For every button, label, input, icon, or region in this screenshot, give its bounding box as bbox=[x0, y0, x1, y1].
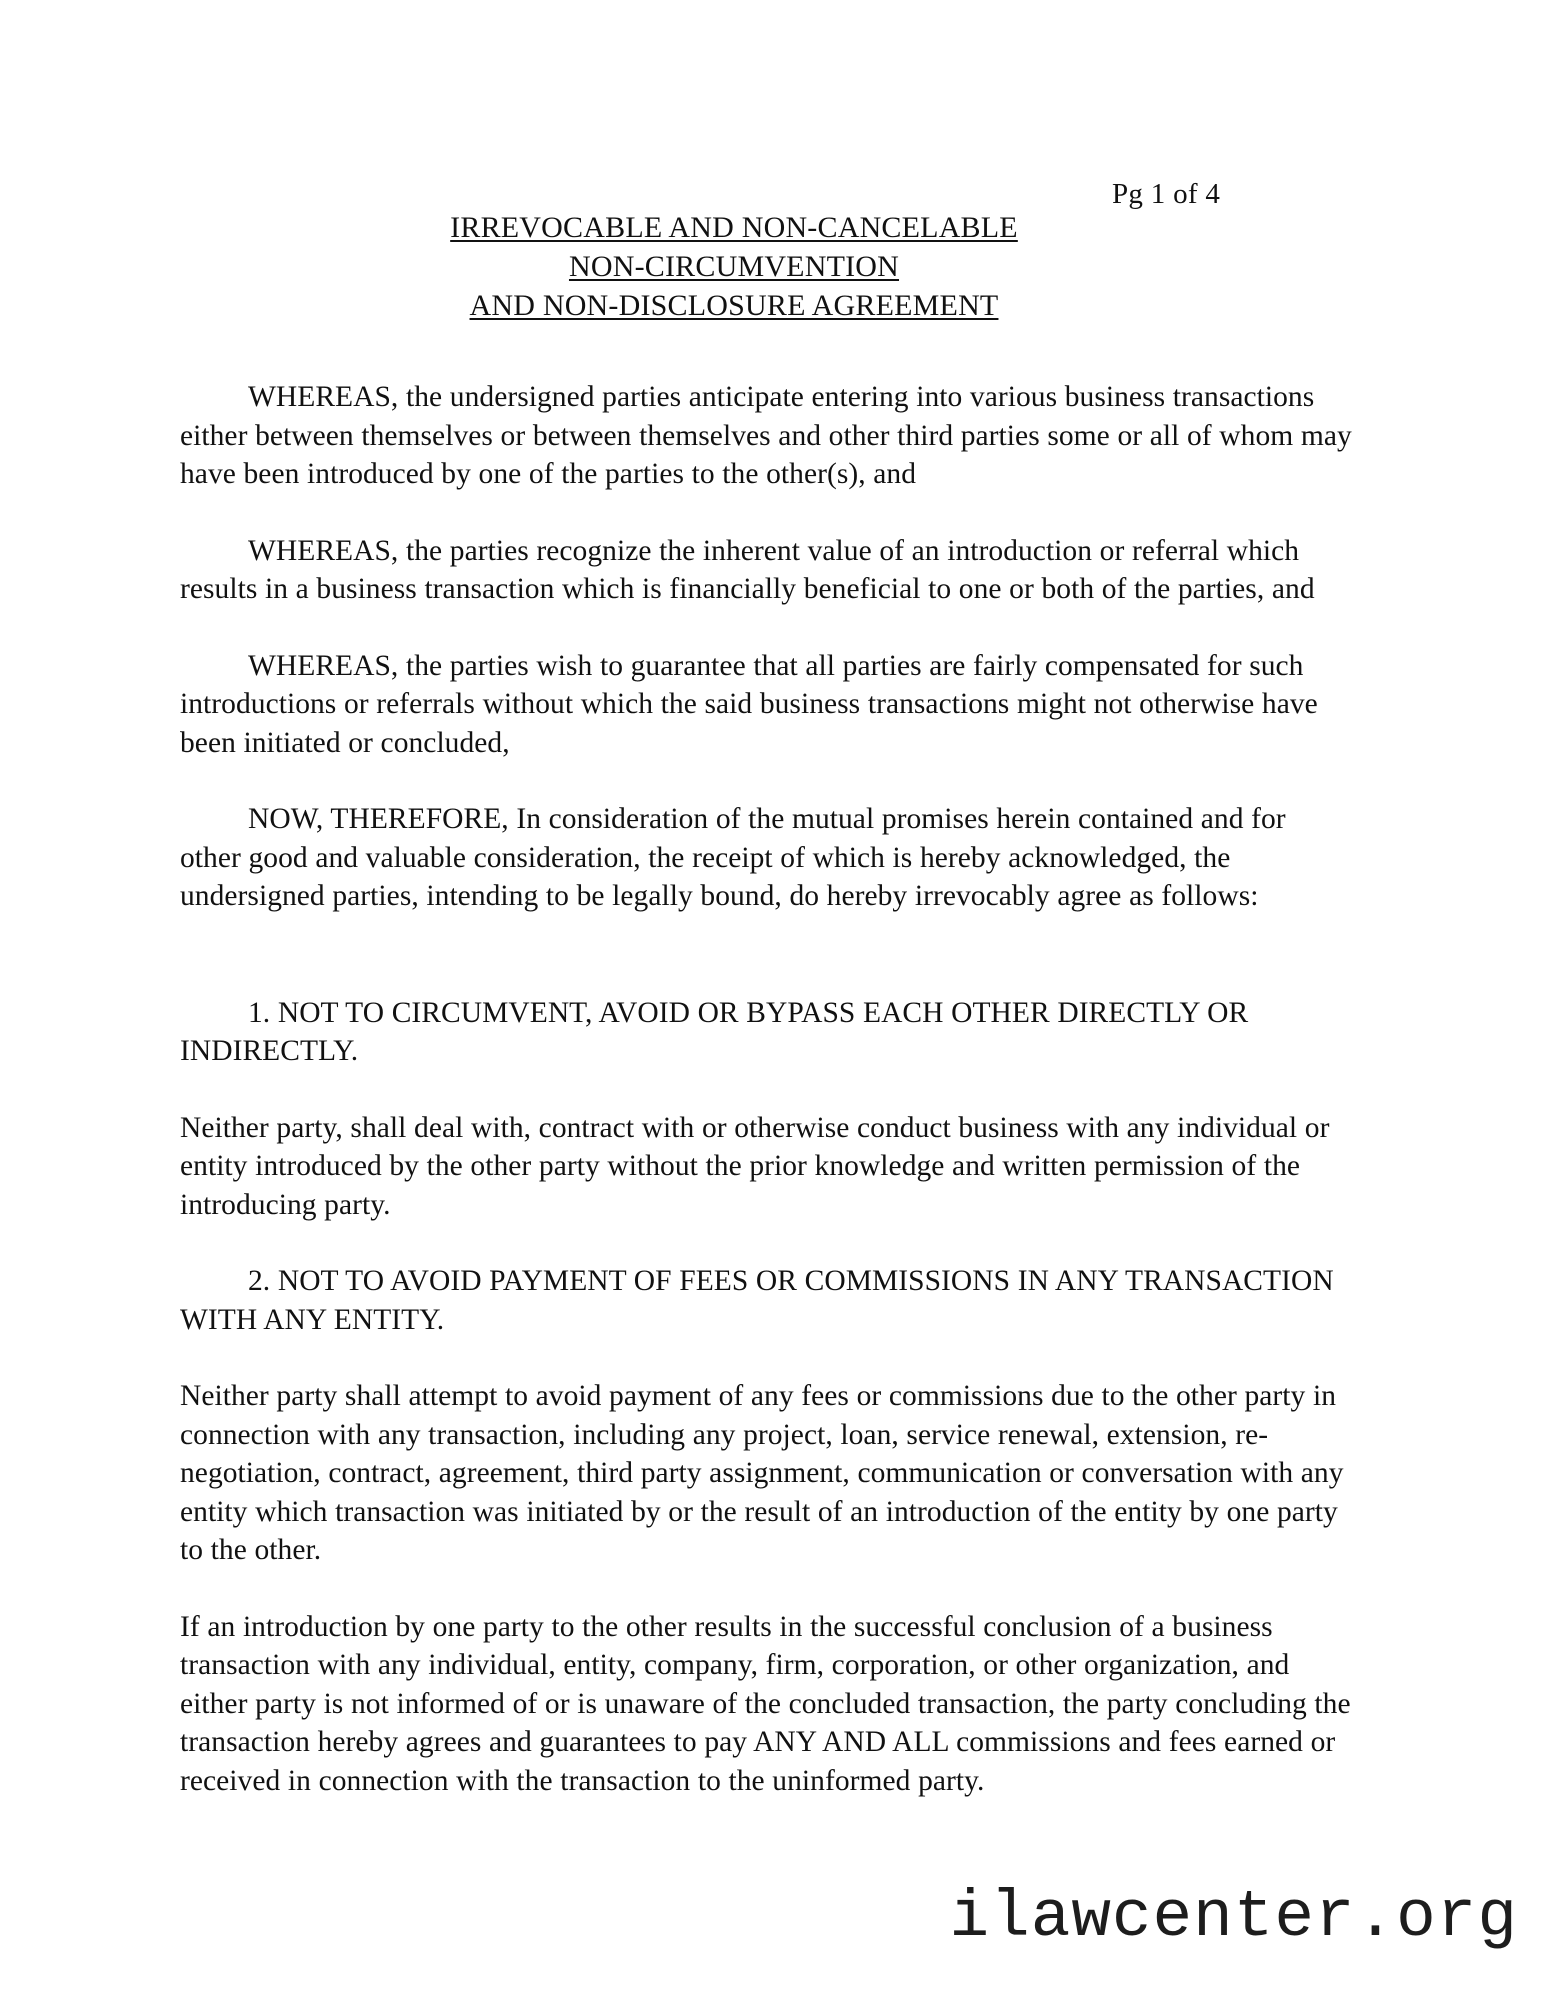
paragraph-whereas-1: WHEREAS, the undersigned parties anticipate entering into various business transactions either between themselves or between themselves and other third parties some or all of whom may have been introduced by one of the parties to the other(s), and bbox=[180, 381, 1352, 490]
title-line-2 bbox=[180, 247, 1288, 286]
site-watermark: ilawcenter.org bbox=[949, 1880, 1518, 1955]
title-line-1-text: IRREVOCABLE AND NON-CANCELABLE bbox=[450, 211, 1018, 244]
title-line-3 bbox=[180, 286, 1288, 325]
section-1-heading: 1. NOT TO CIRCUMVENT, AVOID OR BYPASS EACH OTHER DIRECTLY OR INDIRECTLY. bbox=[180, 996, 1249, 1067]
paragraph-whereas-3: WHEREAS, the parties wish to guarantee that all parties are fairly compensated for such introductions or referrals without which the said business transactions might not otherwise have been initiated or concluded, bbox=[180, 649, 1318, 759]
paragraph-now-therefore: NOW, THEREFORE, In consideration of the mutual promises herein contained and for other good and valuable consideration, the receipt of which is hereby acknowledged, the undersigned parties, intending to be legally bound, do hereby irrevocably agree as follows: bbox=[180, 803, 1286, 912]
section-2-body-2: If an introduction by one party to the other results in the successful conclusion of a business transaction with any individual, entity, company, firm, corporation, or other organization, and either party is not informed of or is unaware of the concluded transaction, the party concluding the transaction hereby agrees and guarantees to pay ANY AND ALL commissions and fees earned or received in connection with the transaction to the uninformed party. bbox=[180, 1610, 1351, 1797]
paragraph-whereas-2: WHEREAS, the parties recognize the inherent value of an introduction or referral which results in a business transaction which is financially beneficial to one or both of the parties, and bbox=[180, 534, 1315, 605]
section-2-heading: 2. NOT TO AVOID PAYMENT OF FEES OR COMMISSIONS IN ANY TRANSACTION WITH ANY ENTITY. bbox=[180, 1265, 1334, 1336]
title-line-1 bbox=[180, 208, 1288, 247]
page-number-label: Pg 1 of 4 bbox=[1112, 178, 1221, 210]
document-body bbox=[180, 378, 1352, 1800]
section-2-body-1: Neither party shall attempt to avoid payment of any fees or commissions due to the other party in connection with any transaction, including any project, loan, service renewal, extension, re-negotiation, contract, agreement, third party assignment, communication or conversation with any entity which transaction was initiated by or the result of an introduction of the entity by one party to the other. bbox=[180, 1380, 1344, 1566]
section-1-body: Neither party, shall deal with, contract with or otherwise conduct business with any individual or entity introduced by the other party without the prior knowledge and written permission of the introducing party. bbox=[180, 1111, 1330, 1221]
title-line-2-text: NON-CIRCUMVENTION bbox=[568, 250, 900, 283]
document-title-block bbox=[180, 208, 1288, 325]
title-line-3-text: AND NON-DISCLOSURE AGREEMENT bbox=[469, 289, 999, 322]
